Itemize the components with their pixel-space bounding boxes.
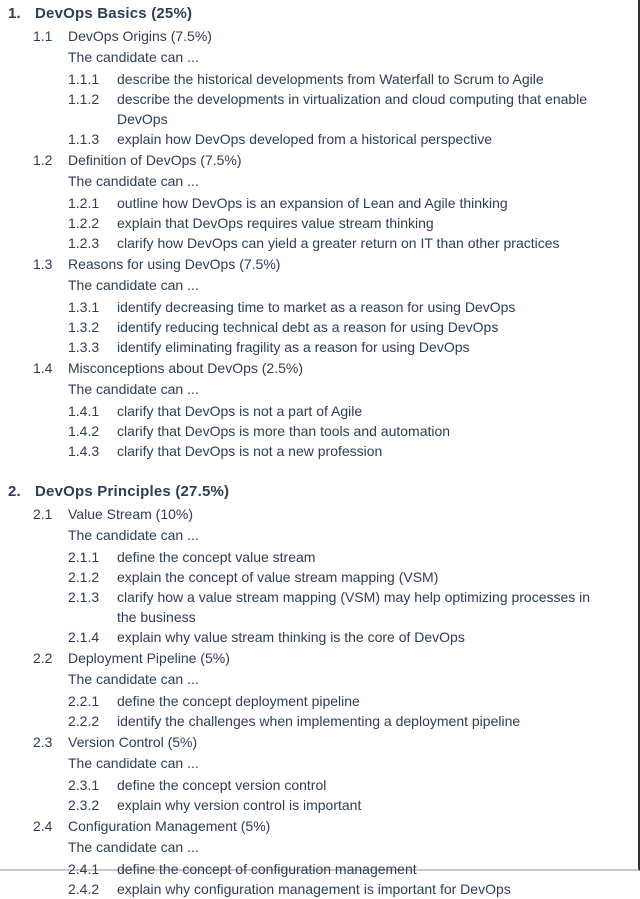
- objective-number: 1.3.3: [68, 339, 100, 355]
- subsection-number: 1.4: [33, 360, 53, 376]
- section: [8, 480, 604, 899]
- learning-objective-row: [68, 711, 604, 731]
- objective-number: 1.1.3: [68, 131, 100, 147]
- subsection: [8, 816, 604, 899]
- objective-number: 2.4.2: [68, 881, 100, 897]
- learning-objective-row: [68, 587, 604, 627]
- objective-text: explain how DevOps developed from a historical perspective: [117, 131, 493, 147]
- candidate-intro-text: The candidate can ...: [68, 381, 199, 397]
- objective-number: 2.1.3: [68, 589, 100, 605]
- subsection: [8, 254, 604, 357]
- objective-text: identify eliminating fragility as a reason for using DevOps: [117, 339, 470, 355]
- subsections-container: [8, 26, 604, 461]
- subsection: [8, 26, 604, 149]
- objective-text: define the concept of configuration management: [117, 861, 417, 877]
- objective-number: 1.4.1: [68, 403, 100, 419]
- objectives-container: [8, 401, 604, 461]
- learning-objective-row: [68, 213, 604, 233]
- section-number: 2.: [8, 483, 21, 500]
- subsection: [8, 504, 604, 647]
- learning-objective-row: [68, 89, 604, 129]
- subsection: [8, 648, 604, 731]
- objective-number: 2.4.1: [68, 861, 100, 877]
- objectives-container: [8, 547, 604, 647]
- objective-text: clarify that DevOps is not a part of Agile: [117, 403, 363, 419]
- subsection-number: 2.2: [33, 650, 53, 666]
- candidate-intro-row: [68, 524, 604, 545]
- subsection-title: Value Stream (10%): [68, 506, 194, 522]
- objective-text: explain why configuration management is important for DevOps: [117, 881, 511, 897]
- candidate-intro-text: The candidate can ...: [68, 49, 199, 65]
- subsection-number: 1.1: [33, 28, 53, 44]
- candidate-intro-text: The candidate can ...: [68, 527, 199, 543]
- objectives-container: [8, 691, 604, 731]
- objective-text: clarify how a value stream mapping (VSM) may help optimizing processes in the business: [117, 589, 591, 625]
- subsection-heading: [33, 254, 604, 274]
- learning-objective-row: [68, 879, 604, 899]
- objective-text: clarify that DevOps is not a new profession: [117, 443, 383, 459]
- learning-objective-row: [68, 859, 604, 879]
- learning-objective-row: [68, 297, 604, 317]
- objectives-container: [8, 193, 604, 253]
- objective-number: 1.4.2: [68, 423, 100, 439]
- objective-text: explain why value stream thinking is the core of DevOps: [117, 629, 465, 645]
- subsection-heading: [33, 732, 604, 752]
- subsection-heading: [33, 358, 604, 378]
- objective-text: identify the challenges when implementing a deployment pipeline: [117, 713, 521, 729]
- learning-objective-row: [68, 441, 604, 461]
- section-title: DevOps Basics (25%): [35, 5, 193, 22]
- objective-text: explain that DevOps requires value stream thinking: [117, 215, 434, 231]
- subsection-title: Configuration Management (5%): [68, 818, 271, 834]
- learning-objective-row: [68, 193, 604, 213]
- subsection-number: 1.2: [33, 152, 53, 168]
- subsection-heading: [33, 26, 604, 46]
- learning-objective-row: [68, 547, 604, 567]
- objective-text: identify decreasing time to market as a reason for using DevOps: [117, 299, 516, 315]
- candidate-intro-row: [68, 752, 604, 773]
- subsection-heading: [33, 150, 604, 170]
- objectives-container: [8, 859, 604, 899]
- subsection-title: Version Control (5%): [68, 734, 198, 750]
- sections-container: [8, 2, 604, 899]
- objective-text: define the concept version control: [117, 777, 327, 793]
- objective-text: define the concept value stream: [117, 549, 316, 565]
- learning-objective-row: [68, 129, 604, 149]
- objective-text: outline how DevOps is an expansion of Lean and Agile thinking: [117, 195, 508, 211]
- objectives-container: [8, 297, 604, 357]
- objective-number: 2.1.1: [68, 549, 100, 565]
- subsection-title: Definition of DevOps (7.5%): [68, 152, 242, 168]
- learning-objective-row: [68, 233, 604, 253]
- section-number: 1.: [8, 5, 21, 22]
- learning-objective-row: [68, 627, 604, 647]
- subsection-title: Deployment Pipeline (5%): [68, 650, 230, 666]
- objective-text: describe the historical developments from Waterfall to Scrum to Agile: [117, 71, 544, 87]
- learning-objective-row: [68, 317, 604, 337]
- objective-number: 2.2.1: [68, 693, 100, 709]
- objectives-container: [8, 69, 604, 149]
- candidate-intro-text: The candidate can ...: [68, 755, 199, 771]
- objective-number: 1.1.1: [68, 71, 100, 87]
- subsection-heading: [33, 504, 604, 524]
- learning-objective-row: [68, 795, 604, 815]
- objective-text: describe the developments in virtualization and cloud computing that enable DevOps: [117, 91, 588, 127]
- objective-text: define the concept deployment pipeline: [117, 693, 360, 709]
- candidate-intro-row: [68, 378, 604, 399]
- objective-number: 2.3.2: [68, 797, 100, 813]
- learning-objective-row: [68, 69, 604, 89]
- candidate-intro-row: [68, 274, 604, 295]
- subsection: [8, 732, 604, 815]
- learning-objective-row: [68, 775, 604, 795]
- learning-objective-row: [68, 401, 604, 421]
- objective-text: clarify that DevOps is more than tools and automation: [117, 423, 451, 439]
- candidate-intro-row: [68, 46, 604, 67]
- subsection-title: DevOps Origins (7.5%): [68, 28, 212, 44]
- objective-text: explain why version control is important: [117, 797, 362, 813]
- candidate-intro-row: [68, 668, 604, 689]
- objective-text: explain the concept of value stream mapping (VSM): [117, 569, 439, 585]
- subsection-heading: [33, 816, 604, 836]
- subsection: [8, 150, 604, 253]
- candidate-intro-row: [68, 836, 604, 857]
- objective-text: identify reducing technical debt as a reason for using DevOps: [117, 319, 499, 335]
- subsection-number: 2.4: [33, 818, 53, 834]
- subsection-number: 2.3: [33, 734, 53, 750]
- learning-objective-row: [68, 567, 604, 587]
- subsection-title: Misconceptions about DevOps (2.5%): [68, 360, 303, 376]
- objective-number: 2.3.1: [68, 777, 100, 793]
- section-heading: [8, 2, 604, 26]
- objective-number: 1.2.1: [68, 195, 100, 211]
- subsection-number: 1.3: [33, 256, 53, 272]
- objective-number: 1.1.2: [68, 91, 100, 107]
- subsection: [8, 358, 604, 461]
- subsection-title: Reasons for using DevOps (7.5%): [68, 256, 281, 272]
- subsections-container: [8, 504, 604, 899]
- candidate-intro-text: The candidate can ...: [68, 671, 199, 687]
- learning-objective-row: [68, 337, 604, 357]
- learning-objective-row: [68, 691, 604, 711]
- objectives-container: [8, 775, 604, 815]
- objective-number: 1.2.3: [68, 235, 100, 251]
- subsection-number: 2.1: [33, 506, 53, 522]
- candidate-intro-row: [68, 170, 604, 191]
- objective-number: 2.1.2: [68, 569, 100, 585]
- section-title: DevOps Principles (27.5%): [35, 483, 230, 500]
- objective-number: 1.3.1: [68, 299, 100, 315]
- objective-number: 1.3.2: [68, 319, 100, 335]
- section: [8, 2, 604, 461]
- candidate-intro-text: The candidate can ...: [68, 277, 199, 293]
- objective-number: 2.2.2: [68, 713, 100, 729]
- candidate-intro-text: The candidate can ...: [68, 173, 199, 189]
- objective-number: 1.4.3: [68, 443, 100, 459]
- learning-objective-row: [68, 421, 604, 441]
- objective-number: 1.2.2: [68, 215, 100, 231]
- candidate-intro-text: The candidate can ...: [68, 839, 199, 855]
- subsection-heading: [33, 648, 604, 668]
- objective-number: 2.1.4: [68, 629, 100, 645]
- objective-text: clarify how DevOps can yield a greater return on IT than other practices: [117, 235, 560, 251]
- section-heading: [8, 480, 604, 504]
